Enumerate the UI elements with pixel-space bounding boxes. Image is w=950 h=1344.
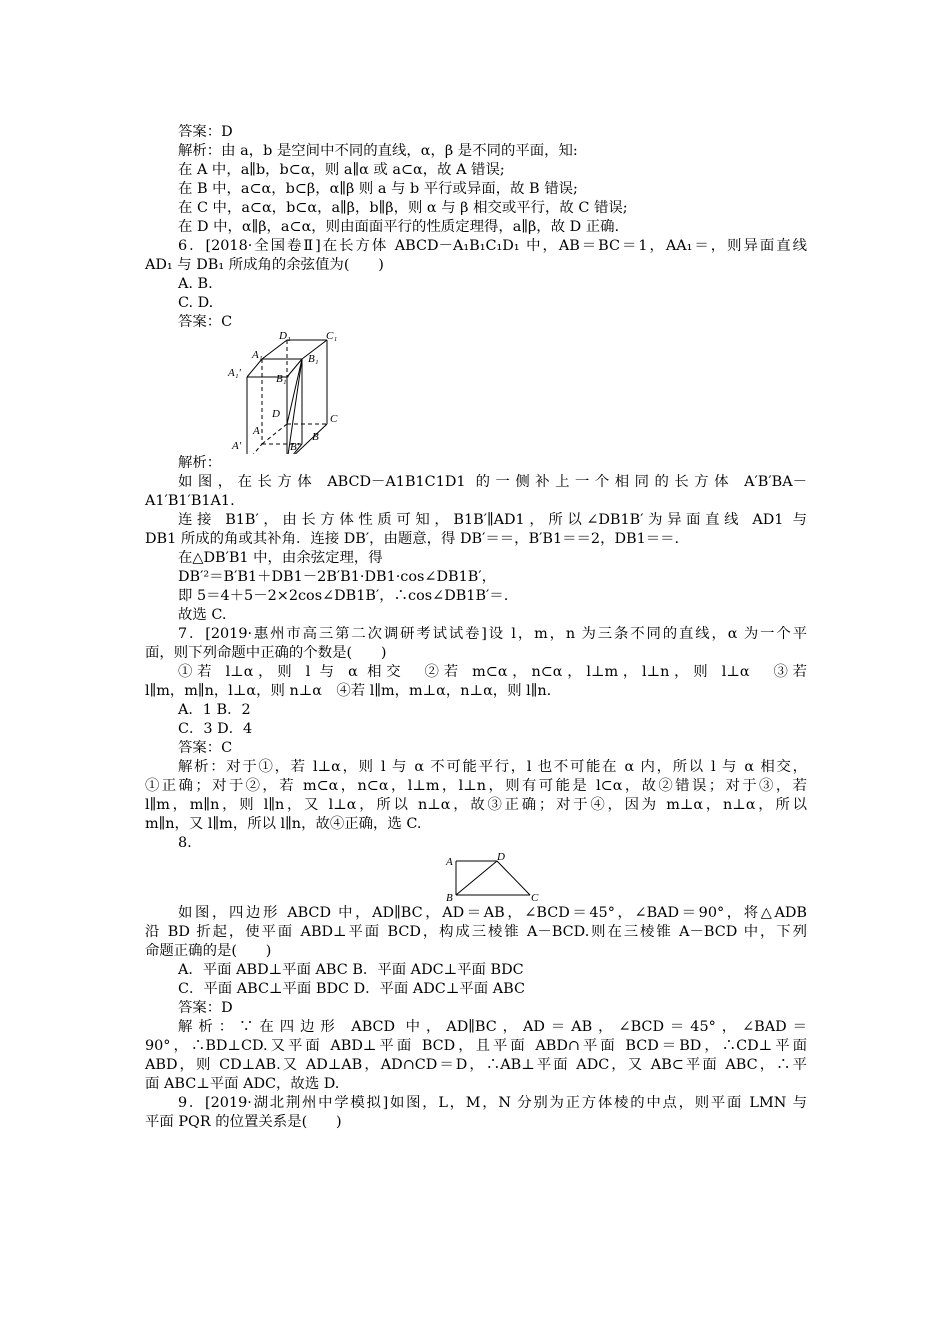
text-line: DB′²＝B′B1＋DB1－2B′B1·DB1·cos∠DB1B′，	[178, 569, 496, 585]
text-line: 面 ABC⊥平面 ADC，故选 D.	[145, 1076, 340, 1092]
label-C: C	[330, 413, 338, 425]
label-A1-prime: A₁′	[228, 367, 241, 379]
label-A-prime: A′	[232, 440, 242, 452]
label-A: A	[253, 425, 260, 437]
text-line: 在 B 中，a⊂α，b⊂β，α∥β 则 a 与 b 平行或异面，故 B 错误;	[178, 181, 578, 197]
label-A1: A₁	[252, 349, 263, 361]
text-line: DB1 所成的角或其补角．连接 DB′，由题意，得 DB′＝＝，B′B1＝＝2，DB1＝＝.	[145, 531, 680, 547]
label-B-prime: B′	[290, 441, 300, 453]
text-line: 答案：C	[178, 740, 233, 756]
text-line: 90°，∴BD⊥CD.又平面 ABD⊥平面 BCD，且平面 ABD∩平面 BCD＝BD，∴CD⊥平面	[145, 1038, 807, 1054]
text-line: 答案：D	[178, 124, 233, 140]
label-quad-B: B	[446, 892, 453, 904]
label-D1: D₁	[279, 332, 291, 342]
figure-cuboid	[145, 332, 807, 454]
label-C1: C₁	[326, 332, 338, 342]
text-line: A. B.	[178, 276, 213, 292]
text-line: 解析：	[178, 455, 222, 471]
text-line: 即 5＝4＋5－2×2cos∠DB1B′，∴cos∠DB1B′＝.	[178, 588, 509, 604]
text-line: A．平面 ABD⊥平面 ABC B．平面 ADC⊥平面 BDC	[178, 962, 524, 978]
text-line: 解析：对于①，若 l⊥α，则 l 与 α 不可能平行，l 也不可能在 α 内，所以 l 与 α 相交，	[178, 759, 807, 775]
label-B1-prime: B₁′	[276, 373, 289, 385]
text-line: AD₁ 与 DB₁ 所成角的余弦值为( )	[145, 257, 384, 273]
text-line: ABD，则 CD⊥AB.又 AD⊥AB，AD∩CD＝D，∴AB⊥平面 ADC，又 AB⊂平面 ABC，∴平	[145, 1057, 807, 1073]
text-line: 解析：∵在四边形 ABCD 中，AD∥BC，AD＝AB，∠BCD＝45°，∠BAD＝	[178, 1019, 807, 1035]
label-D: D	[272, 408, 280, 420]
text-line: 平面 PQR 的位置关系是( )	[145, 1114, 342, 1130]
text-block-2	[145, 454, 807, 853]
text-line: 7．[2019·惠州市高三第二次调研考试试卷]设 l，m，n 为三条不同的直线，α 为一个平	[178, 626, 807, 642]
text-block-1	[145, 123, 807, 332]
text-line: 在 A 中，a∥b，b⊂α，则 a∥α 或 a⊂α，故 A 错误;	[178, 162, 505, 178]
label-quad-A: A	[446, 856, 453, 868]
text-line: 9．[2019·湖北荆州中学模拟]如图，L，M，N 分别为正方体棱的中点，则平面 LMN 与	[178, 1095, 807, 1111]
cuboid-diagram	[145, 332, 807, 454]
text-line: 解析：由 a，b 是空间中不同的直线，α，β 是不同的平面，知:	[178, 143, 578, 159]
text-block-3	[145, 904, 807, 1132]
text-line: 6．[2018·全国卷Ⅱ]在长方体 ABCD－A₁B₁C₁D₁ 中，AB＝BC＝1，AA₁＝，则异面直线	[178, 238, 807, 254]
figure-quadrilateral	[145, 853, 807, 904]
document-page	[145, 123, 807, 1132]
text-line: 如图，在长方体 ABCD－A1B1C1D1 的一侧补上一个相同的长方体 A′B′BA－	[178, 474, 807, 490]
text-line: 连接 B1B′，由长方体性质可知，B1B′∥AD1，所以∠DB1B′为异面直线 AD1 与	[178, 512, 807, 528]
text-line: 如图，四边形 ABCD 中，AD∥BC，AD＝AB，∠BCD＝45°，∠BAD＝90°，将△ADB	[178, 905, 807, 921]
text-line: 沿 BD 折起，使平面 ABD⊥平面 BCD，构成三棱锥 A－BCD.则在三棱锥 A－BCD 中，下列	[145, 924, 807, 940]
text-line: l∥m，m∥n，则 l∥n，又 l⊥α，所以 n⊥α，故③正确；对于④，因为 m⊥α，n⊥α，所以	[145, 797, 807, 813]
label-B: B	[312, 431, 319, 443]
text-line: 在△DB′B1 中，由余弦定理，得	[178, 550, 383, 566]
text-line: 在 C 中，a⊂α，b⊂α，a∥β，b∥β，则 α 与 β 相交或平行，故 C 错误;	[178, 200, 628, 216]
text-line: A．1 B．2	[178, 702, 251, 718]
text-line: C. D.	[178, 295, 214, 311]
text-line: ①若 l⊥α，则 l 与 α 相交 ②若 m⊂α，n⊂α，l⊥m，l⊥n，则 l⊥α ③若	[178, 664, 807, 680]
text-line: 故选 C.	[178, 607, 227, 623]
label-quad-C: C	[531, 892, 539, 904]
text-line: m∥n，又 l∥m，所以 l∥n，故④正确，选 C.	[145, 816, 422, 832]
text-line: C．平面 ABC⊥平面 BDC D．平面 ADC⊥平面 ABC	[178, 981, 525, 997]
text-line: A1′B1′B1A1.	[145, 493, 235, 509]
text-line: 8.	[178, 835, 192, 851]
text-line: 在 D 中，α∥β，a⊂α，则由面面平行的性质定理得，a∥β，故 D 正确.	[178, 219, 620, 235]
label-quad-D: D	[497, 853, 505, 863]
text-line: 答案：C	[178, 314, 233, 330]
text-line: l∥m，m∥n，l⊥α，则 n⊥α ④若 l∥m，m⊥α，n⊥α，则 l∥n.	[145, 683, 552, 699]
text-line: ①正确；对于②，若 m⊂α，n⊂α，l⊥m，l⊥n，则有可能是 l⊂α，故②错误；对于③，若	[145, 778, 807, 794]
text-line: 面，则下列命题中正确的个数是( )	[145, 645, 387, 661]
text-line: C．3 D．4	[178, 721, 253, 737]
quadrilateral-diagram	[145, 853, 807, 904]
text-line: 答案：D	[178, 1000, 233, 1016]
text-line: 命题正确的是( )	[145, 943, 272, 959]
label-B1: B₁	[308, 353, 319, 365]
